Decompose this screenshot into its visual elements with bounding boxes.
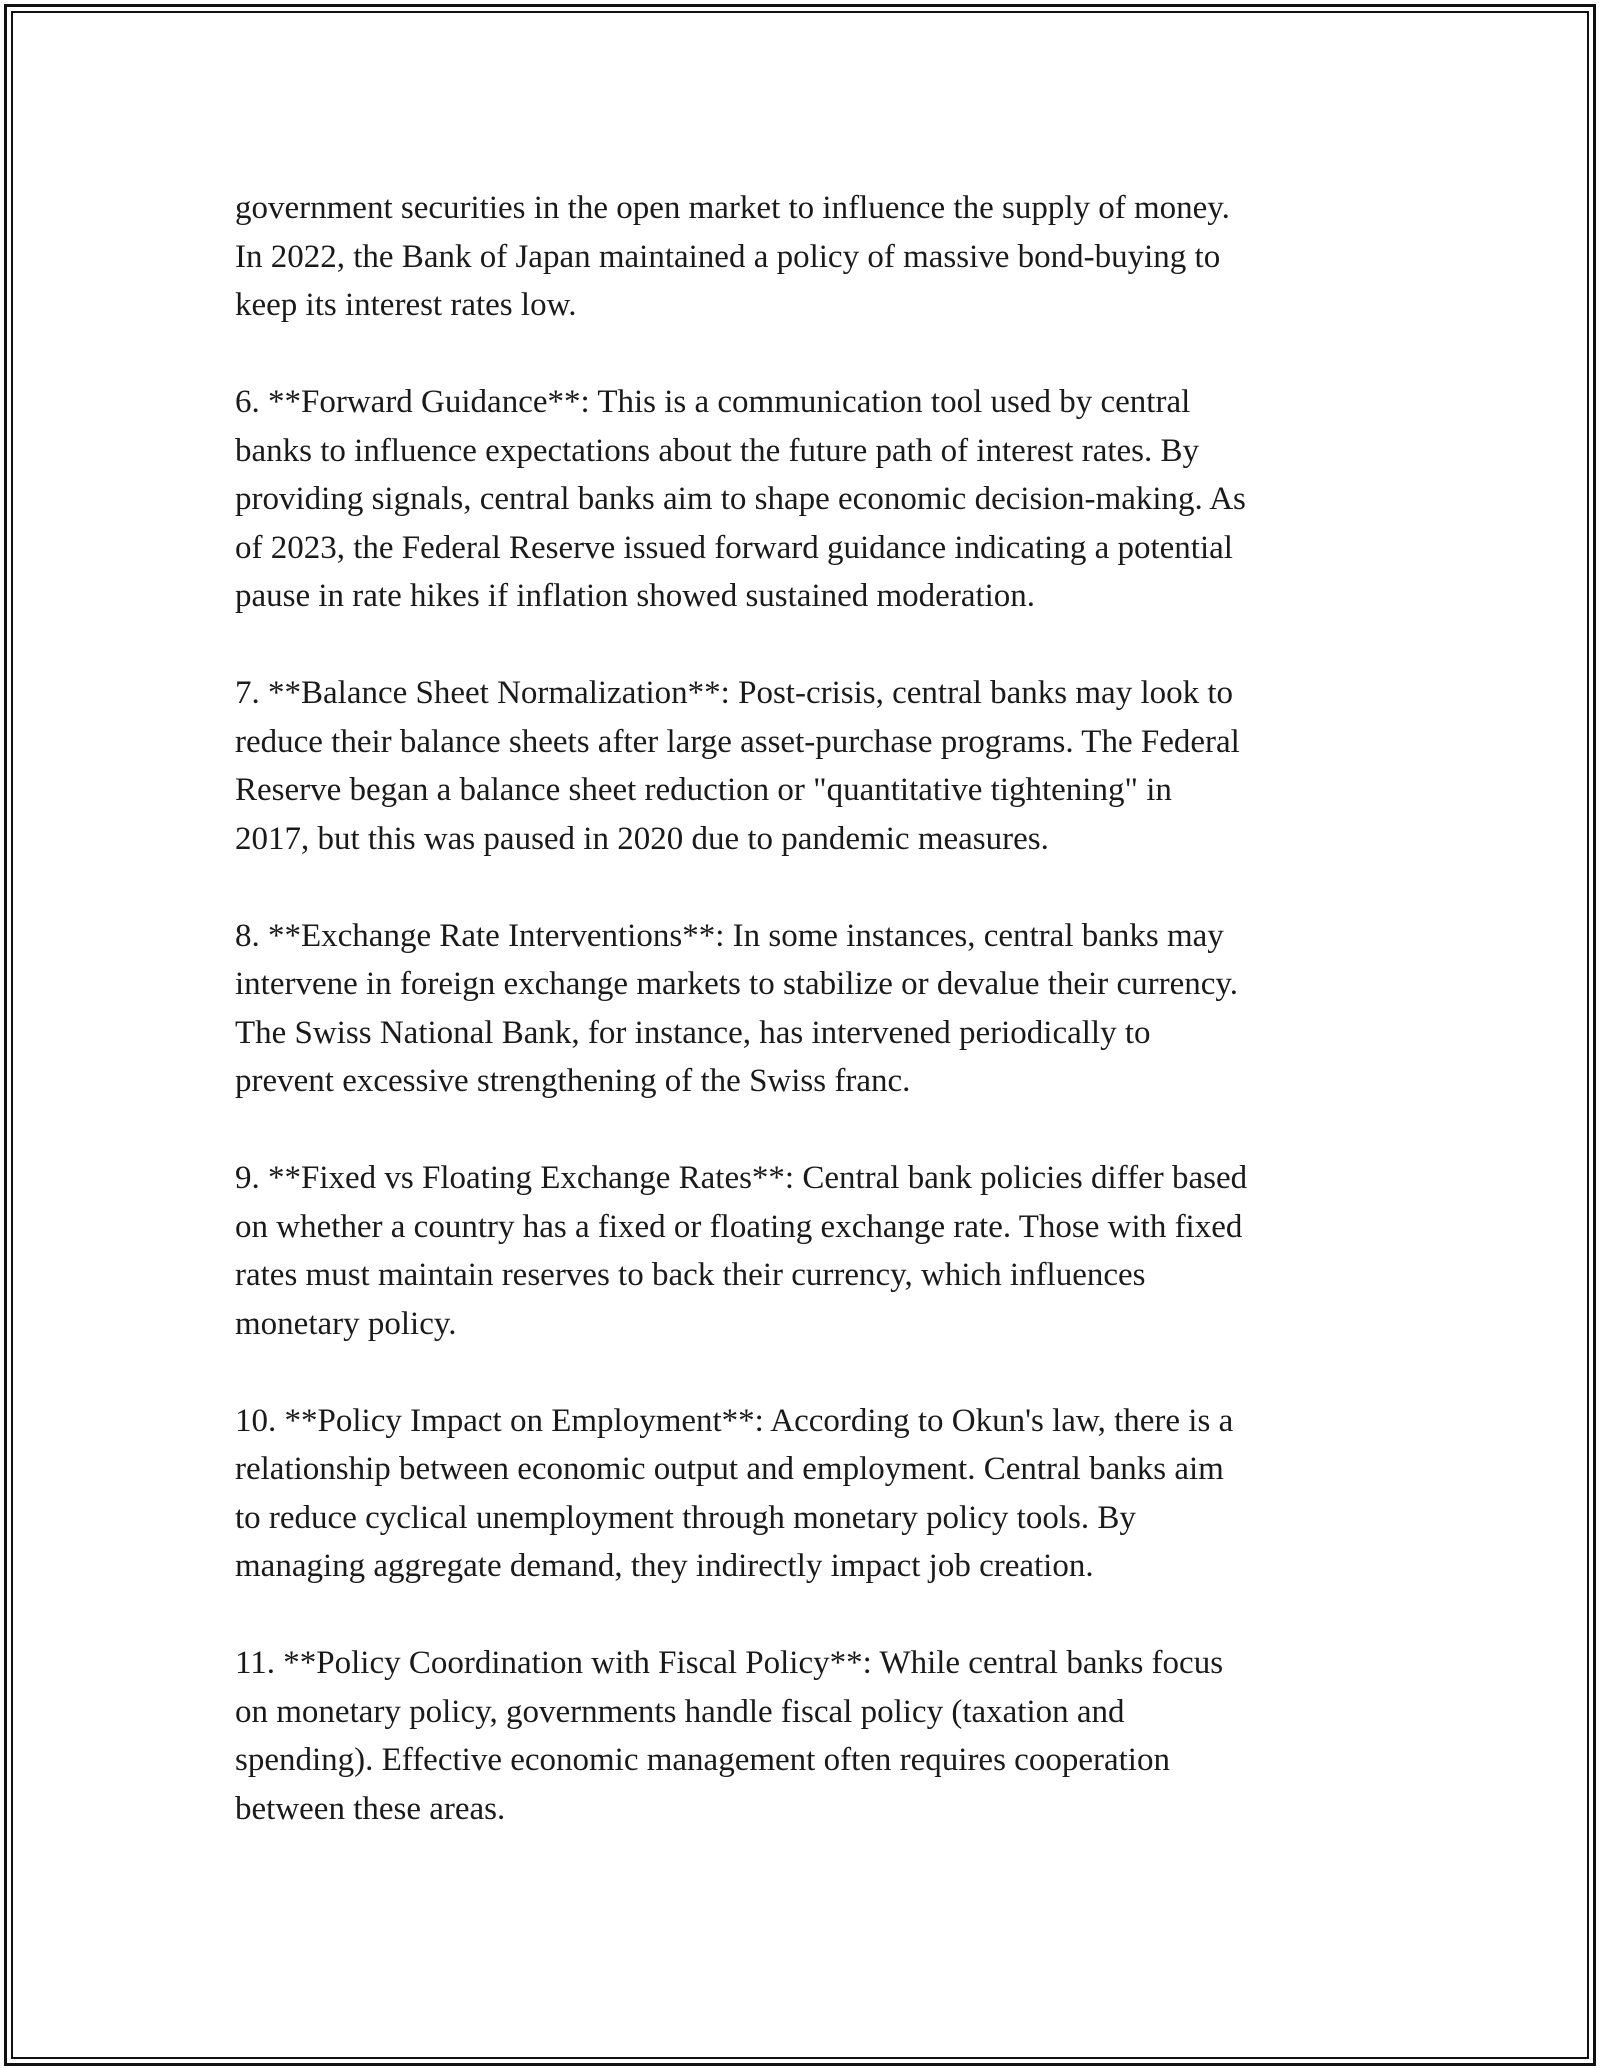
paragraph-exchange-rate-interventions: 8. **Exchange Rate Interventions**: In some instances, central banks may intervene in foreign exchange markets to stabilize or devalue their currency. The Swiss National Bank, for instance, has intervened periodically to prevent excessive strengthening of the Swiss franc. bbox=[235, 917, 1239, 1099]
paragraph-continuation: government securities in the open market to influence the supply of money. In 2022, the Bank of Japan maintained a policy of massive bond-buying to keep its interest rates low. bbox=[235, 190, 1230, 323]
document-body bbox=[235, 184, 1385, 1882]
paragraph-balance-sheet-normalization: 7. **Balance Sheet Normalization**: Post-crisis, central banks may look to reduce their balance sheets after large asset-purchase programs. The Federal Reserve began a balance sheet reduction or "quantitative tightening" in 2017, but this was paused in 2020 due to pandemic measures. bbox=[235, 675, 1240, 857]
paragraph-policy-coordination: 11. **Policy Coordination with Fiscal Policy**: While central banks focus on monetary policy, governments handle fiscal policy (taxation and spending). Effective economic management often requires cooperation between these areas. bbox=[235, 1645, 1224, 1827]
paragraph-forward-guidance: 6. **Forward Guidance**: This is a communication tool used by central banks to influence expectations about the future path of interest rates. By providing signals, central banks aim to shape economic decision-making. As of 2023, the Federal Reserve issued forward guidance indicating a potential pause in rate hikes if inflation showed sustained moderation. bbox=[235, 384, 1246, 614]
paragraph-policy-impact-employment: 10. **Policy Impact on Employment**: According to Okun's law, there is a relationship between economic output and employment. Central banks aim to reduce cyclical unemployment through monetary policy tools. By managing aggregate demand, they indirectly impact job creation. bbox=[235, 1402, 1234, 1584]
paragraph-fixed-vs-floating: 9. **Fixed vs Floating Exchange Rates**: Central bank policies differ based on whether a country has a fixed or floating exchange rate. Those with fixed rates must maintain reserves to back their currency, which influences monetary policy. bbox=[235, 1160, 1248, 1342]
